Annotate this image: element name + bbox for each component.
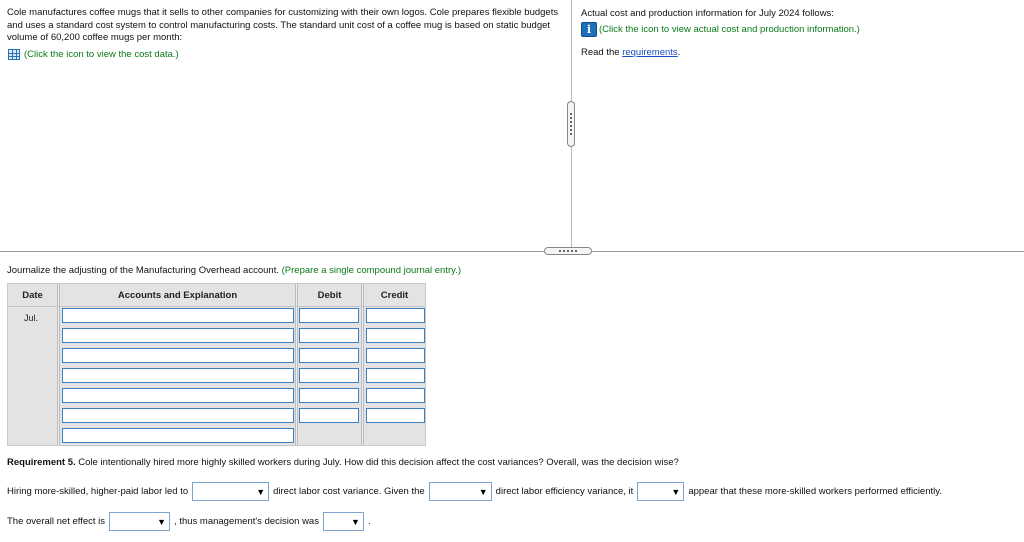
does-does-not-dropdown[interactable]: [637, 482, 684, 501]
credit-input[interactable]: [366, 408, 425, 423]
horizontal-pane-divider: [0, 251, 1024, 252]
account-input[interactable]: [62, 408, 294, 423]
column-separator: [361, 284, 364, 445]
actual-cost-intro: Actual cost and production information for July 2024 follows:: [581, 8, 834, 19]
requirements-link[interactable]: requirements: [622, 47, 678, 58]
column-separator: [57, 284, 60, 445]
cost-data-link[interactable]: [8, 49, 179, 60]
credit-input[interactable]: [366, 368, 425, 383]
debit-input[interactable]: [299, 308, 359, 323]
info-icon[interactable]: i: [581, 22, 597, 37]
requirement-5-text: Cole intentionally hired more highly skilled workers during July. How did this decision affect the cost variances? Overall, was the decision wise?: [75, 457, 679, 468]
journal-entry-table: [7, 283, 426, 446]
hiring-suffix: appear that these more-skilled workers performed efficiently.: [688, 486, 942, 497]
account-input[interactable]: [62, 368, 294, 383]
dropdown-arrow-icon: ▼: [256, 486, 266, 497]
account-input[interactable]: [62, 308, 294, 323]
account-input[interactable]: [62, 388, 294, 403]
requirement-5-question: [7, 457, 679, 468]
overall-prefix: The overall net effect is: [7, 516, 106, 527]
vertical-resize-handle[interactable]: [567, 101, 575, 147]
dropdown-arrow-icon: ▼: [478, 486, 488, 497]
dropdown-arrow-icon: ▼: [351, 516, 360, 527]
overall-sentence: [7, 512, 371, 531]
debit-input[interactable]: [299, 328, 359, 343]
header-divider: [8, 306, 425, 307]
read-prefix: Read the: [581, 47, 623, 58]
journal-instruction: [7, 265, 461, 276]
dropdown-arrow-icon: ▼: [157, 516, 167, 527]
credit-input[interactable]: [366, 308, 425, 323]
read-requirements: [581, 47, 680, 58]
account-input[interactable]: [62, 428, 294, 443]
cost-data-link-text[interactable]: (Click the icon to view the cost data.): [24, 49, 179, 60]
account-input[interactable]: [62, 328, 294, 343]
hiring-sentence: [7, 482, 942, 501]
overall-suffix: .: [367, 516, 371, 527]
credit-input[interactable]: [366, 328, 425, 343]
credit-input[interactable]: [366, 348, 425, 363]
debit-input[interactable]: [299, 368, 359, 383]
header-credit: Credit: [380, 289, 409, 301]
actual-cost-link-text[interactable]: (Click the icon to view actual cost and production information.): [599, 24, 860, 35]
decision-wise-dropdown[interactable]: [323, 512, 364, 531]
credit-input[interactable]: [366, 388, 425, 403]
header-date: Date: [22, 289, 43, 301]
dropdown-arrow-icon: ▼: [671, 486, 681, 497]
read-suffix: .: [677, 47, 681, 58]
debit-input[interactable]: [299, 388, 359, 403]
date-cell: Jul.: [24, 313, 39, 323]
journal-instruction-text: Journalize the adjusting of the Manufacturing Overhead account.: [7, 265, 279, 276]
hiring-prefix: Hiring more-skilled, higher-paid labor led to: [7, 486, 189, 497]
account-input[interactable]: [62, 348, 294, 363]
debit-input[interactable]: [299, 408, 359, 423]
journal-instruction-hint: (Prepare a single compound journal entry.): [281, 265, 461, 276]
requirement-5-label: Requirement 5.: [7, 457, 76, 468]
column-separator: [295, 284, 298, 445]
problem-intro: Cole manufactures coffee mugs that it sells to other companies for customizing with their own logos. Cole prepares flexible budgets and uses a standard cost system to control manufacturing costs. The standard unit cost of a coffee mug is based on static budget volume of 60,200 coffee mugs per month:: [7, 7, 559, 43]
hiring-mid-2: direct labor efficiency variance, it: [495, 486, 634, 497]
labor-cost-variance-dropdown[interactable]: [192, 482, 269, 501]
hiring-mid-1: direct labor cost variance. Given the: [273, 486, 425, 497]
overall-mid: , thus management's decision was: [174, 516, 319, 527]
overall-effect-dropdown[interactable]: [109, 512, 170, 531]
header-debit: Debit: [317, 289, 342, 301]
table-grid-icon[interactable]: [8, 49, 20, 60]
horizontal-resize-handle[interactable]: [544, 247, 592, 255]
debit-input[interactable]: [299, 348, 359, 363]
header-accounts: Accounts and Explanation: [117, 289, 238, 301]
labor-efficiency-variance-dropdown[interactable]: [429, 482, 492, 501]
actual-cost-link[interactable]: [581, 22, 860, 37]
